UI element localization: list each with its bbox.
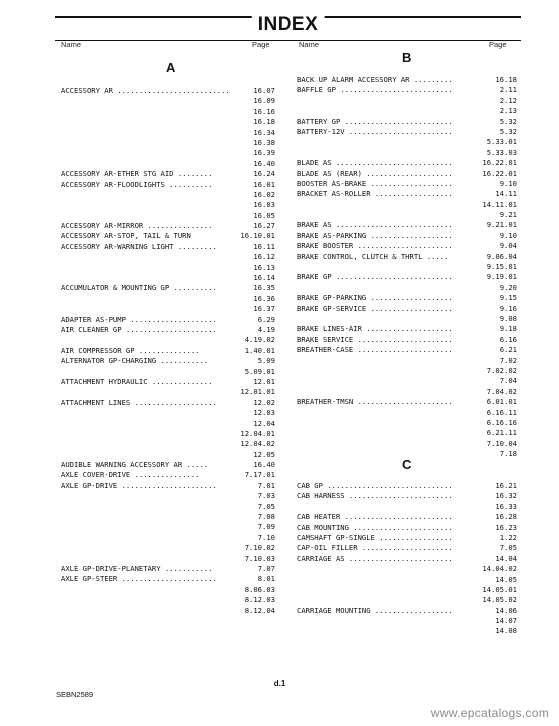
- index-entry: [297, 127, 517, 137]
- entry-name: BREATHER-TMSN ......................: [297, 397, 453, 407]
- index-entry: [297, 575, 517, 585]
- index-entry: [297, 554, 517, 564]
- entry-page: 7.10.03: [244, 553, 275, 563]
- index-entry: [61, 408, 275, 418]
- entry-page: 7.03: [257, 491, 275, 501]
- right-index-column-b: [297, 75, 517, 459]
- index-entry: [61, 221, 275, 231]
- watermark: www.epcatalogs.com: [430, 706, 549, 720]
- entry-page: 2.11: [499, 85, 517, 95]
- index-entry: [61, 585, 275, 595]
- entry-page: 7.09: [257, 522, 275, 532]
- page-title: INDEX: [252, 14, 325, 36]
- index-entry: [297, 335, 517, 345]
- index-entry: [61, 107, 275, 117]
- entry-page: 12.01.01: [240, 387, 275, 397]
- index-entry: [61, 460, 275, 470]
- index-entry: [61, 450, 275, 460]
- index-entry: [297, 283, 517, 293]
- index-entry: [297, 564, 517, 574]
- entry-name: CAB MOUNTING .......................: [297, 522, 453, 532]
- index-entry: [297, 616, 517, 626]
- index-entry: [297, 252, 517, 262]
- index-entry: [297, 220, 517, 230]
- index-entry: [61, 533, 275, 543]
- index-entry: [61, 211, 275, 221]
- entry-page: 7.07: [257, 563, 275, 573]
- index-entry: [61, 491, 275, 501]
- entry-name: ACCESSORY AR-ETHER STG AID ........: [61, 169, 213, 179]
- entry-name: BRAKE AS-PARKING ...................: [297, 230, 453, 240]
- index-entry: [297, 169, 517, 179]
- index-entry: [297, 606, 517, 616]
- index-entry: [297, 210, 517, 220]
- index-entry: [297, 418, 517, 428]
- entry-name: CARRIAGE AS ........................: [297, 553, 453, 563]
- index-entry: [297, 137, 517, 147]
- entry-name: ATTACHMENT LINES ...................: [61, 397, 217, 407]
- index-entry: [61, 564, 275, 574]
- entry-page: 8.06.03: [244, 584, 275, 594]
- index-entry: [61, 200, 275, 210]
- index-entry: [61, 356, 275, 366]
- index-entry: [297, 397, 517, 407]
- entry-page: 16.22.01: [482, 158, 517, 168]
- index-entry: [297, 158, 517, 168]
- index-entry: [61, 231, 275, 241]
- entry-page: 7.04: [499, 376, 517, 386]
- index-entry: [61, 346, 275, 356]
- entry-page: 16.18: [253, 117, 275, 127]
- index-entry: [61, 263, 275, 273]
- entry-page: 16.16: [253, 106, 275, 116]
- entry-name: CAB GP .............................: [297, 481, 453, 490]
- entry-page: 14.05.02: [482, 595, 517, 605]
- entry-page: 5.32: [499, 126, 517, 136]
- index-entry: [61, 377, 275, 387]
- index-entry: [297, 200, 517, 210]
- entry-page: 4.19.02: [244, 335, 275, 345]
- entry-page: 7.05: [257, 501, 275, 511]
- entry-page: 9.15: [499, 293, 517, 303]
- entry-page: 16.39: [253, 148, 275, 158]
- entry-page: 14.04.02: [482, 564, 517, 574]
- entry-page: 16.35: [253, 283, 275, 293]
- entry-page: 1.22: [499, 532, 517, 542]
- entry-page: 9.10: [499, 230, 517, 240]
- entry-name: ACCESSORY AR-FLOODLIGHTS ..........: [61, 179, 213, 189]
- index-entry: [61, 315, 275, 325]
- entry-page: 7.18: [499, 449, 517, 459]
- index-entry: [61, 512, 275, 522]
- index-entry: [61, 252, 275, 262]
- index-entry: [61, 190, 275, 200]
- index-entry: [61, 429, 275, 439]
- entry-page: 9.15.01: [486, 262, 517, 272]
- entry-name: AXLE GP-DRIVE-PLANETARY ...........: [61, 563, 213, 573]
- index-entry: [297, 189, 517, 199]
- entry-name: BRAKE SERVICE ......................: [297, 334, 453, 344]
- entry-page: 8.12.04: [244, 605, 275, 615]
- entry-page: 7.10: [257, 532, 275, 542]
- entry-page: 16.18: [495, 75, 517, 84]
- entry-name: BATTERY-12V ........................: [297, 126, 453, 136]
- entry-page: 12.04.01: [240, 428, 275, 438]
- entry-page: 9.16: [499, 303, 517, 313]
- entry-page: 6.01.01: [486, 397, 517, 407]
- entry-page: 14.05: [495, 574, 517, 584]
- left-page-header: Page: [252, 40, 270, 49]
- index-entry: [61, 502, 275, 512]
- index-entry: [61, 481, 275, 491]
- entry-name: AIR COMPRESSOR GP ..............: [61, 345, 200, 355]
- entry-page: 7.04.02: [486, 386, 517, 396]
- entry-page: 9.20: [499, 282, 517, 292]
- entry-page: 8.12.03: [244, 595, 275, 605]
- index-entry: [297, 75, 517, 85]
- right-page-header: Page: [489, 40, 507, 49]
- section-letter-b: B: [402, 50, 412, 65]
- index-entry: [297, 179, 517, 189]
- entry-name: BRAKE AS ...........................: [297, 220, 453, 230]
- entry-page: 16.22.01: [482, 168, 517, 178]
- entry-page: 7.17.01: [244, 470, 275, 480]
- index-entry: [61, 574, 275, 584]
- entry-page: 16.28: [495, 512, 517, 522]
- entry-name: BLADE AS (REAR) ....................: [297, 168, 453, 178]
- entry-name: AIR CLEANER GP .....................: [61, 324, 217, 334]
- index-entry: [297, 356, 517, 366]
- index-entry: [297, 304, 517, 314]
- entry-page: 16.40: [253, 460, 275, 470]
- index-entry: [61, 304, 275, 314]
- entry-name: ALTERNATOR GP-CHARGING ...........: [61, 356, 209, 366]
- entry-page: 5.33.01: [486, 137, 517, 147]
- entry-page: 9.18: [499, 324, 517, 334]
- entry-name: ACCUMULATOR & MOUNTING GP ..........: [61, 283, 217, 293]
- entry-page: 12.05: [253, 449, 275, 459]
- entry-page: 7.02.02: [486, 365, 517, 375]
- entry-name: BREATHER-CASE ......................: [297, 345, 453, 355]
- index-entry: [297, 439, 517, 449]
- index-entry: [297, 272, 517, 282]
- index-entry: [297, 428, 517, 438]
- index-entry: [297, 585, 517, 595]
- entry-name: ADAPTER AS-PUMP ....................: [61, 314, 217, 324]
- entry-page: 12.03: [253, 408, 275, 418]
- index-entry: [61, 335, 275, 345]
- index-entry: [61, 522, 275, 532]
- document-code: SEBN2589: [56, 690, 94, 699]
- right-index-column-c: [297, 481, 517, 637]
- entry-page: 12.01: [253, 376, 275, 386]
- index-entry: [297, 96, 517, 106]
- index-entry: [297, 408, 517, 418]
- entry-page: 16.05: [253, 210, 275, 220]
- index-entry: [61, 294, 275, 304]
- entry-name: CAMSHAFT GP-SINGLE .................: [297, 532, 453, 542]
- entry-page: 16.21: [495, 481, 517, 490]
- index-entry: [61, 128, 275, 138]
- index-entry: [297, 314, 517, 324]
- entry-name: BRAKE BOOSTER ......................: [297, 241, 453, 251]
- entry-name: AXLE GP-STEER ......................: [61, 574, 217, 584]
- index-entry: [297, 543, 517, 553]
- entry-page: 14.11: [495, 189, 517, 199]
- entry-page: 6.21.11: [486, 428, 517, 438]
- index-entry: [61, 387, 275, 397]
- entry-page: 5.09: [257, 356, 275, 366]
- entry-page: 16.27: [253, 221, 275, 231]
- entry-page: 16.40: [253, 158, 275, 168]
- index-entry: [61, 419, 275, 429]
- entry-name: CAP-OIL FILLER .....................: [297, 543, 453, 553]
- entry-name: BOOSTER AS-BRAKE ...................: [297, 178, 453, 188]
- entry-name: ACCESSORY AR-WARNING LIGHT .........: [61, 241, 217, 251]
- entry-page: 8.01: [257, 574, 275, 584]
- index-entry: [61, 180, 275, 190]
- index-entry: [297, 376, 517, 386]
- index-entry: [297, 345, 517, 355]
- index-entry: [61, 367, 275, 377]
- entry-page: 7.01: [257, 480, 275, 490]
- entry-page: 16.34: [253, 127, 275, 137]
- index-entry: [297, 231, 517, 241]
- section-letter-a: A: [166, 60, 176, 75]
- entry-page: 9.21.01: [486, 220, 517, 230]
- index-entry: [297, 512, 517, 522]
- index-entry: [297, 106, 517, 116]
- index-entry: [297, 324, 517, 334]
- left-name-header: Name: [61, 40, 82, 49]
- entry-page: 16.33: [495, 501, 517, 511]
- entry-page: 6.16.16: [486, 417, 517, 427]
- index-entry: [61, 470, 275, 480]
- entry-page: 16.07: [253, 86, 275, 95]
- entry-name: ATTACHMENT HYDRAULIC ..............: [61, 376, 213, 386]
- index-entry: [61, 325, 275, 335]
- entry-page: 16.14: [253, 273, 275, 283]
- entry-name: AXLE COVER-DRIVE ...............: [61, 470, 200, 480]
- entry-page: 7.08: [257, 512, 275, 522]
- entry-page: 5.33.03: [486, 147, 517, 157]
- entry-page: 5.32: [499, 116, 517, 126]
- index-entry: [61, 554, 275, 564]
- entry-name: BRAKE GP ...........................: [297, 272, 453, 282]
- entry-page: 9.08: [499, 313, 517, 323]
- index-entry: [61, 159, 275, 169]
- entry-page: 7.10.02: [244, 543, 275, 553]
- entry-name: BAFFLE GP ..........................: [297, 85, 453, 95]
- entry-name: BRAKE CONTROL, CLUTCH & THRTL .....: [297, 251, 449, 261]
- index-entry: [61, 242, 275, 252]
- entry-page: 9.06.04: [486, 251, 517, 261]
- entry-page: 12.02: [253, 397, 275, 407]
- entry-page: 16.13: [253, 262, 275, 272]
- entry-name: BRAKE GP-PARKING ...................: [297, 293, 453, 303]
- entry-page: 12.04.02: [240, 439, 275, 449]
- entry-name: BLADE AS ...........................: [297, 158, 453, 168]
- index-entry: [297, 523, 517, 533]
- index-entry: [61, 96, 275, 106]
- index-entry: [61, 148, 275, 158]
- left-index-column: [61, 86, 275, 616]
- index-entry: [297, 387, 517, 397]
- entry-page: 14.06: [495, 605, 517, 615]
- index-entry: [61, 543, 275, 553]
- index-entry: [61, 606, 275, 616]
- entry-page: 12.04: [253, 418, 275, 428]
- entry-page: 2.13: [499, 106, 517, 116]
- entry-name: AUDIBLE WARNING ACCESSORY AR .....: [61, 460, 209, 470]
- index-entry: [297, 117, 517, 127]
- index-entry: [297, 502, 517, 512]
- entry-page: 16.38: [253, 137, 275, 147]
- entry-page: 16.23: [495, 522, 517, 532]
- index-entry: [61, 398, 275, 408]
- entry-page: 14.11.01: [482, 199, 517, 209]
- index-entry: [297, 481, 517, 491]
- index-entry: [297, 491, 517, 501]
- index-entry: [297, 241, 517, 251]
- entry-page: 2.12: [499, 95, 517, 105]
- entry-page: 6.16.11: [486, 407, 517, 417]
- entry-page: 16.36: [253, 293, 275, 303]
- entry-page: 16.11: [253, 241, 275, 251]
- index-entry: [61, 283, 275, 293]
- entry-name: ACCESSORY AR ..........................: [61, 86, 230, 95]
- entry-page: 9.04: [499, 241, 517, 251]
- entry-name: CAB HEATER .........................: [297, 512, 453, 522]
- index-entry: [61, 169, 275, 179]
- index-entry: [61, 117, 275, 127]
- page-number: d.1: [273, 679, 286, 688]
- entry-name: CARRIAGE MOUNTING ..................: [297, 605, 453, 615]
- title-bar: [55, 16, 521, 40]
- index-entry: [297, 366, 517, 376]
- index-entry: [61, 86, 275, 96]
- entry-page: 14.05.01: [482, 584, 517, 594]
- entry-page: 16.09: [253, 96, 275, 106]
- entry-page: 16.02: [253, 189, 275, 199]
- entry-page: 14.08: [495, 626, 517, 636]
- entry-page: 7.05: [499, 543, 517, 553]
- entry-page: 16.24: [253, 169, 275, 179]
- entry-name: BACK UP ALARM ACCESSORY AR .........: [297, 75, 453, 84]
- index-entry: [61, 138, 275, 148]
- entry-page: 14.07: [495, 616, 517, 626]
- entry-page: 14.04: [495, 553, 517, 563]
- entry-page: 16.32: [495, 491, 517, 501]
- index-entry: [297, 293, 517, 303]
- entry-name: ACCESSORY AR-STOP, TAIL & TURN: [61, 231, 191, 241]
- section-letter-c: C: [402, 457, 412, 472]
- entry-name: BRACKET AS-ROLLER ..................: [297, 189, 453, 199]
- index-entry: [297, 595, 517, 605]
- entry-page: 5.09.01: [244, 366, 275, 376]
- entry-name: CAB HARNESS ........................: [297, 491, 453, 501]
- entry-page: 16.10.01: [240, 231, 275, 241]
- index-entry: [297, 148, 517, 158]
- entry-page: 4.19: [257, 324, 275, 334]
- index-entry: [297, 262, 517, 272]
- entry-name: AXLE GP-DRIVE ......................: [61, 480, 217, 490]
- entry-page: 16.12: [253, 252, 275, 262]
- index-entry: [297, 533, 517, 543]
- entry-name: ACCESSORY AR-MIRROR ...............: [61, 221, 213, 231]
- entry-page: 6.29: [257, 314, 275, 324]
- entry-name: BATTERY GP .........................: [297, 116, 453, 126]
- entry-page: 7.02: [499, 355, 517, 365]
- entry-page: 1.40.01: [244, 345, 275, 355]
- index-entry: [297, 85, 517, 95]
- title-divider: [55, 40, 521, 41]
- entry-page: 9.21: [499, 210, 517, 220]
- right-name-header: Name: [299, 40, 320, 49]
- entry-page: 16.37: [253, 304, 275, 314]
- entry-page: 16.01: [253, 179, 275, 189]
- index-entry: [61, 595, 275, 605]
- entry-page: 9.19.01: [486, 272, 517, 282]
- index-entry: [61, 439, 275, 449]
- entry-page: 7.10.04: [486, 438, 517, 448]
- index-entry: [61, 273, 275, 283]
- entry-page: 9.10: [499, 178, 517, 188]
- entry-page: 6.21: [499, 345, 517, 355]
- entry-page: 6.16: [499, 334, 517, 344]
- index-entry: [297, 626, 517, 636]
- entry-page: 16.03: [253, 200, 275, 210]
- entry-name: BRAKE GP-SERVICE ...................: [297, 303, 453, 313]
- entry-name: BRAKE LINES-AIR ....................: [297, 324, 453, 334]
